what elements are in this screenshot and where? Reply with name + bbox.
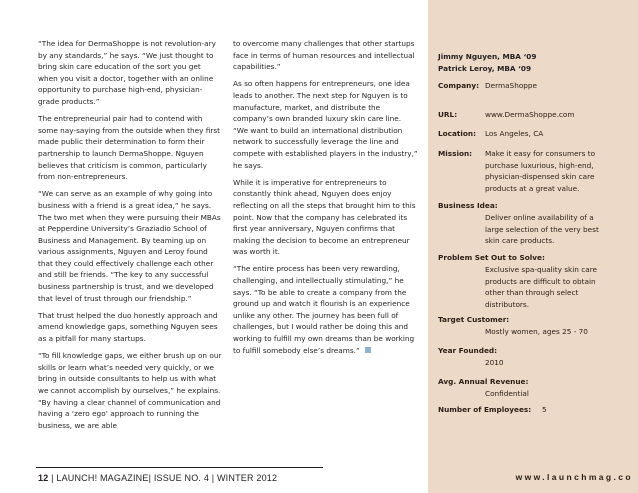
mission-line: products at a great value.	[485, 183, 580, 193]
company-value: DermaShoppe	[485, 81, 538, 90]
idea-line: large selection of the very best	[485, 224, 599, 234]
mission-label: Mission:	[438, 149, 473, 158]
article-column-1	[38, 38, 222, 437]
business-idea-label: Business Idea:	[438, 201, 498, 210]
founder-name: Jimmy Nguyen, MBA ‘09	[438, 52, 537, 61]
revenue-label: Avg. Annual Revenue:	[438, 377, 529, 386]
article-column-2	[233, 38, 418, 362]
year-founded-label: Year Founded:	[438, 346, 498, 355]
end-of-article-square-icon	[365, 347, 371, 353]
problem-line: Exclusive spa-quality skin care	[485, 265, 598, 274]
employees-label: Number of Employees:	[438, 405, 532, 414]
url-label: URL:	[438, 110, 458, 119]
founder-name: Patrick Leroy, MBA ‘09	[438, 63, 532, 73]
business-idea-value	[485, 212, 599, 247]
problem-line: distributors.	[485, 299, 530, 309]
url-value: www.DermaShoppe.com	[485, 110, 575, 119]
problem-value	[485, 264, 597, 310]
page-number: 12	[38, 473, 49, 483]
problem-line: products are difficult to obtain	[485, 276, 596, 286]
location-value: Los Angeles, CA	[485, 129, 544, 138]
closing-quote: “The entire process has been very rewarding, challenging, and intellectually stimulating,” he says. “To be able to create a company from the ground up and watch it flourish is an experience unlike any other. The journey has been full of challenges, but I would rather be doing this and working to fulfill my own dreams than be working to fulfill somebody else’s dreams.”	[233, 264, 415, 355]
article-paragraph: While it is imperative for entrepreneurs to constantly think ahead, Nguyen does enjoy reflecting on all the steps that brought him to this point. Now that the company has celebrated its first year anniversary, Nguyen confirms that making the decision to become an entrepreneur was worth it.	[233, 177, 416, 257]
company-profile-sidebar	[428, 0, 638, 493]
target-customer-label: Target Customer:	[438, 315, 510, 324]
article-paragraph: The entrepreneurial pair had to contend with some nay-saying from the outside when they first made public their determination to form their partnership to launch DermaShoppe. Nguyen believes that criticism is common, particularly from non-entrepreneurs.	[38, 114, 221, 182]
article-paragraph: “We can serve as an example of why going into business with a friend is a great idea,” he says. The two met when they were pursuing their MBAs at Pepperdine University’s Graziadio School of Business and Management. By teaming up on various assignments, Nguyen and Leroy found that they could effectively challenge each other and still be friends. “The key to any successful business partnership is trust, and we developed that level of trust through our friendship.”	[38, 189, 221, 303]
article-paragraph: “The idea for DermaShoppe is not revolution-ary by any standards,” he says. “We just thought to bring skin care education of the sort you get when you visit a doctor, together with an online opportunity to purchase high-end, physician-grade products.”	[38, 39, 216, 106]
location-label: Location:	[438, 129, 477, 138]
idea-line: skin care products.	[485, 236, 555, 246]
article-paragraph: “To fill knowledge gaps, we either brush up on our skills or learn what’s needed very quickly, or we bring in outside consultants to help us with what we cannot accomplish by ourselves,” he explains. “By having a clear channel of communication and having a ‘zero ego’ approach to running the business, we are able	[38, 351, 222, 430]
article-paragraph: As so often happens for entrepreneurs, one idea leads to another. The next step for Nguyen is to manufacture, market, and distribute the company’s own branded luxury skin care line. “We want to build an international distribution network to successfully leverage the line and compete with established players in the industry,” he says.	[233, 79, 418, 170]
footer-separator: |	[51, 473, 54, 483]
mission-line: Make it easy for consumers to	[485, 149, 596, 158]
problem-line: other than through select	[485, 288, 579, 298]
article-paragraph: to overcome many challenges that other startups face in terms of human resources and intellectual capabilities.”	[233, 39, 415, 72]
article-paragraph	[233, 263, 418, 356]
mission-line: purchase luxurious, high-end,	[485, 160, 594, 170]
footer-divider	[36, 467, 323, 468]
mission-value	[485, 148, 595, 194]
problem-label: Problem Set Out to Solve:	[438, 253, 545, 262]
founder-names	[438, 51, 536, 74]
footer-website: www.launchmag.co	[515, 472, 633, 482]
idea-line: Deliver online availability of a	[485, 213, 594, 222]
mission-line: physician-dispensed skin care	[485, 172, 595, 182]
publication-name: LAUNCH! MAGAZINE|	[56, 473, 152, 483]
year-founded-value: 2010	[485, 358, 504, 367]
footer-folio	[38, 473, 277, 483]
issue-info: ISSUE NO. 4 | WINTER 2012	[153, 473, 278, 483]
target-customer-value: Mostly women, ages 25 - 70	[485, 327, 588, 336]
article-paragraph: That trust helped the duo honestly approach and amend knowledge gaps, something Nguyen sees as a pitfall for many startups.	[38, 310, 218, 344]
company-label: Company:	[438, 81, 479, 90]
revenue-value: Confidential	[485, 389, 529, 398]
employees-value: 5	[542, 405, 547, 414]
